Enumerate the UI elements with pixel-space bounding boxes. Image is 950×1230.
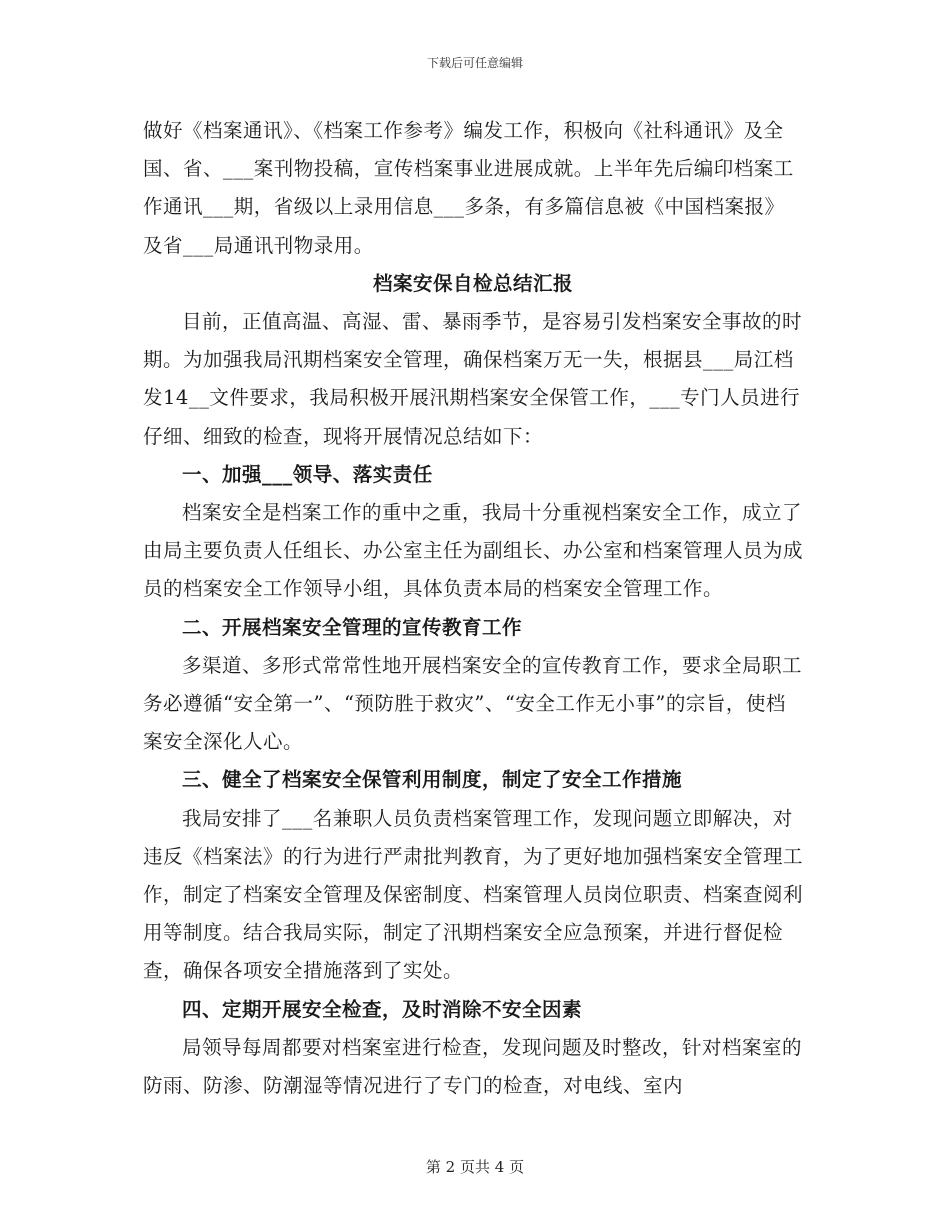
section-text-1: 档案安全是档案工作的重中之重，我局十分重视档案安全工作，成立了由局主要负责人任组长、办公室主任为副组长、办公室和档案管理人员为成员的档案安全工作领导小组，具体负责本局的档案安全管理工作。 bbox=[143, 501, 804, 601]
page-footer: 第 2 页共 4 页 bbox=[425, 1158, 525, 1176]
page-header: 下载后可任意编辑 bbox=[426, 56, 523, 70]
section-text-2: 多渠道、多形式常常性地开展档案安全的宣传教育工作，要求全局职工务必遵循“安全第一”、“预防胜于救灾”、“安全工作无小事”的宗旨，使档案安全深化人心。 bbox=[143, 653, 803, 754]
section-heading-1: 一、加强___领导、落实责任 bbox=[182, 462, 433, 486]
opening-paragraph: 目前，正值高温、高湿、雷、暴雨季节，是容易引发档案安全事故的时期。为加强我局汛期档案安全管理，确保档案万无一失，根据县___局江档发14__文件要求，我局积极开展汛期档案安全保管工作，___专门人员进行仔细、细致的检查，现将开展情况总结如下： bbox=[143, 310, 803, 448]
section-heading-2: 二、开展档案安全管理的宣传教育工作 bbox=[182, 615, 523, 639]
section-heading-4: 四、定期开展安全检查，及时消除不安全因素 bbox=[182, 997, 583, 1021]
document-title: 档案安保自检总结汇报 bbox=[372, 271, 573, 295]
section-text-4: 局领导每周都要对档案室进行检查，发现问题及时整改，针对档案室的防雨、防渗、防潮湿等情况进行了专门的检查，对电线、室内 bbox=[143, 1035, 803, 1098]
section-text-3: 我局安排了___名兼职人员负责档案管理工作，发现问题立即解决，对违反《档案法》的行为进行严肃批判教育，为了更好地加强档案安全管理工作，制定了档案安全管理及保密制度、档案管理人员岗位职责、档案查阅利用等制度。结合我局实际，制定了汛期档案安全应急预案，并进行督促检查，确保各项安全措施落到了实处。 bbox=[143, 806, 804, 983]
document-body bbox=[143, 112, 803, 1105]
intro-paragraph: 做好《档案通讯》、《档案工作参考》编发工作，积极向《社科通讯》及全国、省、___案刊物投稿，宣传档案事业进展成就。上半年先后编印档案工作通讯___期，省级以上录用信息___多条，有多篇信息被《中国档案报》及省___局通讯刊物录用。 bbox=[143, 119, 794, 257]
section-heading-3: 三、健全了档案安全保管利用制度，制定了安全工作措施 bbox=[182, 768, 683, 792]
